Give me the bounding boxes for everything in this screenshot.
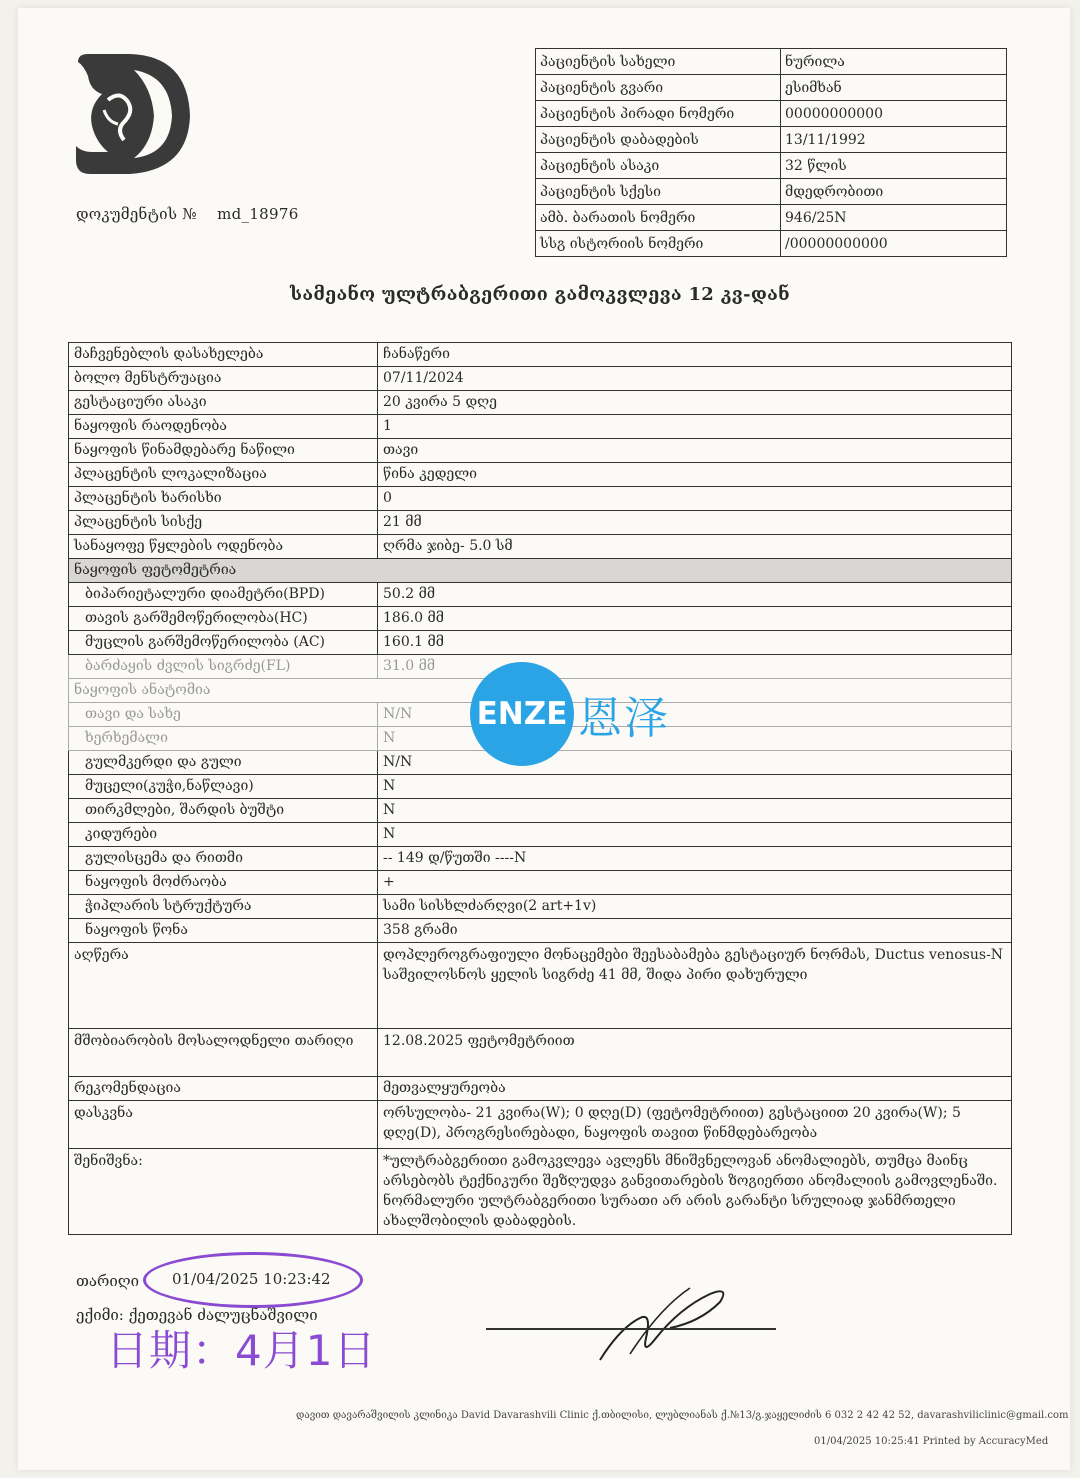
- patient-field-label: პაციენტის სქესი: [536, 179, 781, 205]
- patient-field-label: პაციენტის სახელი: [536, 49, 781, 75]
- due-date-row: [69, 1029, 1012, 1077]
- date-value: 01/04/2025 10:23:42: [172, 1270, 331, 1288]
- row-label: აღწერა: [69, 943, 378, 1029]
- row-label: კიდურები: [69, 823, 378, 847]
- row-value: ღრმა ჯიბე- 5.0 სმ: [378, 535, 1012, 559]
- row-value: *ულტრაბგერითი გამოკვლევა ავლენს მნიშვნელოვან ანომალიებს, თუმცა მაინც არსებობს ტექნიკური შეზღუდვა განვითარების ზოგიერთი ანომალიის გამოვლენაში. ნორმალური ულტრაბგერითი სურათი არ არის გარანტი სრულიად ჯანმრთელი ახალშობილის დაბადების.: [378, 1149, 1012, 1235]
- document-number-label: დოკუმენტის №: [76, 205, 197, 223]
- table-header-row: [69, 343, 1012, 367]
- section-header-fetometry: [69, 559, 1012, 583]
- row-label: მუცელი(კუჭი,ნაწლავი): [69, 775, 378, 799]
- measurements-table: [68, 342, 1012, 1235]
- row-value: N: [378, 823, 1012, 847]
- table-row: [69, 799, 1012, 823]
- column-header-value: ჩანაწერი: [378, 343, 1012, 367]
- row-label: ნაყოფის წონა: [69, 919, 378, 943]
- row-value: 21 მმ: [378, 511, 1012, 535]
- row-label: მუცლის გარშემოწერილობა (AC): [69, 631, 378, 655]
- recommendation-row: [69, 1077, 1012, 1101]
- row-value: 50.2 მმ: [378, 583, 1012, 607]
- date-highlight-oval: [143, 1252, 363, 1308]
- patient-row: [536, 231, 1007, 257]
- row-label: ბოლო მენსტრუაცია: [69, 367, 378, 391]
- patient-field-value: 946/25N: [781, 205, 1007, 231]
- patient-field-value: 13/11/1992: [781, 127, 1007, 153]
- row-label: ნაყოფის რაოდენობა: [69, 415, 378, 439]
- patient-row: [536, 179, 1007, 205]
- row-value: 1: [378, 415, 1012, 439]
- conclusion-row: [69, 1101, 1012, 1149]
- row-value: სამი სისხლძარღვი(2 art+1v): [378, 895, 1012, 919]
- patient-row: [536, 49, 1007, 75]
- table-row: [69, 463, 1012, 487]
- row-label: დასკვნა: [69, 1101, 378, 1149]
- row-value: 186.0 მმ: [378, 607, 1012, 631]
- printed-footer: 01/04/2025 10:25:41 Printed by AccuracyMed: [814, 1436, 1049, 1447]
- table-row: [69, 871, 1012, 895]
- row-label: რეკომენდაცია: [69, 1077, 378, 1101]
- patient-field-value: /00000000000: [781, 231, 1007, 257]
- patient-info-table: [535, 48, 1007, 257]
- table-row: [69, 847, 1012, 871]
- doctor-signature: [560, 1268, 760, 1368]
- table-row: [69, 919, 1012, 943]
- signature-line: [486, 1328, 776, 1330]
- patient-field-value: მდედრობითი: [781, 179, 1007, 205]
- table-row: [69, 895, 1012, 919]
- row-value: 160.1 მმ: [378, 631, 1012, 655]
- row-label: გესტაციური ასაკი: [69, 391, 378, 415]
- row-value: N/N: [378, 751, 1012, 775]
- table-row: [69, 535, 1012, 559]
- row-label: თავის გარშემოწერილობა(HC): [69, 607, 378, 631]
- row-value: N: [378, 799, 1012, 823]
- section-title: ნაყოფის ფეტომეტრია: [69, 559, 1012, 583]
- description-line-1: დოპლეროგრაფიული მონაცემები შეესაბამება გესტაციურ ნორმას, Ductus venosus-N: [383, 947, 1004, 963]
- row-label: ნაყოფის მოძრაობა: [69, 871, 378, 895]
- table-row: [69, 823, 1012, 847]
- row-value: N/N: [378, 703, 1012, 727]
- table-row: [69, 775, 1012, 799]
- row-label: თირკმლები, შარდის ბუშტი: [69, 799, 378, 823]
- note-row: [69, 1149, 1012, 1235]
- table-row: [69, 367, 1012, 391]
- row-label: შენიშვნა:: [69, 1149, 378, 1235]
- row-label: პლაცენტის სისქე: [69, 511, 378, 535]
- patient-row: [536, 127, 1007, 153]
- date-label: თარიღი: [76, 1272, 140, 1290]
- document-number-value: md_18976: [217, 205, 299, 223]
- table-row: [69, 583, 1012, 607]
- row-value: 12.08.2025 ფეტომეტრიით: [378, 1029, 1012, 1077]
- row-label: გულისცემა და რითმი: [69, 847, 378, 871]
- row-label: ჭიპლარის სტრუქტურა: [69, 895, 378, 919]
- row-label: ბიპარიეტალური დიამეტრი(BPD): [69, 583, 378, 607]
- row-label: მშობიარობის მოსალოდნელი თარიღი: [69, 1029, 378, 1077]
- patient-field-label: სსგ ისტორიის ნომერი: [536, 231, 781, 257]
- row-value: -- 149 დ/წუთში ----N: [378, 847, 1012, 871]
- description-row: [69, 943, 1012, 1029]
- row-value: N: [378, 775, 1012, 799]
- patient-field-label: პაციენტის დაბადების: [536, 127, 781, 153]
- row-value: ორსულობა- 21 კვირა(W); 0 დღე(D) (ფეტომეტრიით) გესტაციით 20 კვირა(W); 5 დღე(D), პროგრესირებადი, ნაყოფის თავით წინმდებარეობა: [378, 1101, 1012, 1149]
- row-label: პლაცენტის ლოკალიზაცია: [69, 463, 378, 487]
- table-row: [69, 511, 1012, 535]
- row-value: 0: [378, 487, 1012, 511]
- patient-field-value: 00000000000: [781, 101, 1007, 127]
- row-label: თავი და სახე: [69, 703, 378, 727]
- patient-row: [536, 205, 1007, 231]
- row-label: გულმკერდი და გული: [69, 751, 378, 775]
- page-title: სამეანო ულტრაბგერითი გამოკვლევა 12 კვ-დან: [290, 284, 790, 305]
- patient-field-value: ნურილა: [781, 49, 1007, 75]
- watermark-chinese: 恩泽: [578, 693, 670, 744]
- description-line-2: საშვილოსნოს ყელის სიგრძე 41 მმ, შიდა პირი დახურული: [383, 967, 808, 983]
- doctor-name: ექიმი: ქეთევან ძალუცნაშვილი: [76, 1306, 318, 1324]
- clinic-logo: [68, 50, 196, 180]
- patient-field-value: 32 წლის: [781, 153, 1007, 179]
- row-label: ხერხემალი: [69, 727, 378, 751]
- table-row: [69, 631, 1012, 655]
- patient-row: [536, 153, 1007, 179]
- row-value: 07/11/2024: [378, 367, 1012, 391]
- row-label: ნაყოფის წინამდებარე ნაწილი: [69, 439, 378, 463]
- row-label: ბარძაყის ძვლის სიგრძე(FL): [69, 655, 378, 679]
- patient-field-label: პაციენტის გვარი: [536, 75, 781, 101]
- document-number: [76, 205, 299, 223]
- patient-field-label: ამბ. ბარათის ნომერი: [536, 205, 781, 231]
- patient-row: [536, 101, 1007, 127]
- table-row: [69, 415, 1012, 439]
- section-title: ნაყოფის ანატომია: [69, 679, 1012, 703]
- row-value: წინა კედელი: [378, 463, 1012, 487]
- row-value: 20 კვირა 5 დღე: [378, 391, 1012, 415]
- watermark-latin: ENZE: [470, 662, 574, 766]
- row-value: [378, 943, 1012, 1029]
- patient-row: [536, 75, 1007, 101]
- row-value: N: [378, 727, 1012, 751]
- table-row: [69, 391, 1012, 415]
- clinic-footer: დავით დავარაშვილის კლინიკა David Davarashvili Clinic ქ.თბილისი, ლუბლიანას ქ.№13/გ.ჯაყელიძის 6 032 2 42 42 52, davarashviliclinic@gmail.com: [296, 1410, 1069, 1421]
- table-row: [69, 607, 1012, 631]
- row-value: 31.0 მმ: [378, 655, 1012, 679]
- enze-watermark: [470, 662, 670, 766]
- row-value: მეთვალყურეობა: [378, 1077, 1012, 1101]
- patient-field-label: პაციენტის ასაკი: [536, 153, 781, 179]
- row-value: 358 გრამი: [378, 919, 1012, 943]
- column-header-label: მაჩვენებლის დასახელება: [69, 343, 378, 367]
- table-row: [69, 439, 1012, 463]
- row-label: სანაყოფე წყლების ოდენობა: [69, 535, 378, 559]
- patient-field-label: პაციენტის პირადი ნომერი: [536, 101, 781, 127]
- patient-field-value: ესიმხან: [781, 75, 1007, 101]
- table-row: [69, 487, 1012, 511]
- row-label: პლაცენტის ხარისხი: [69, 487, 378, 511]
- row-value: +: [378, 871, 1012, 895]
- date-annotation: 日期：4月1日: [106, 1326, 377, 1375]
- row-value: თავი: [378, 439, 1012, 463]
